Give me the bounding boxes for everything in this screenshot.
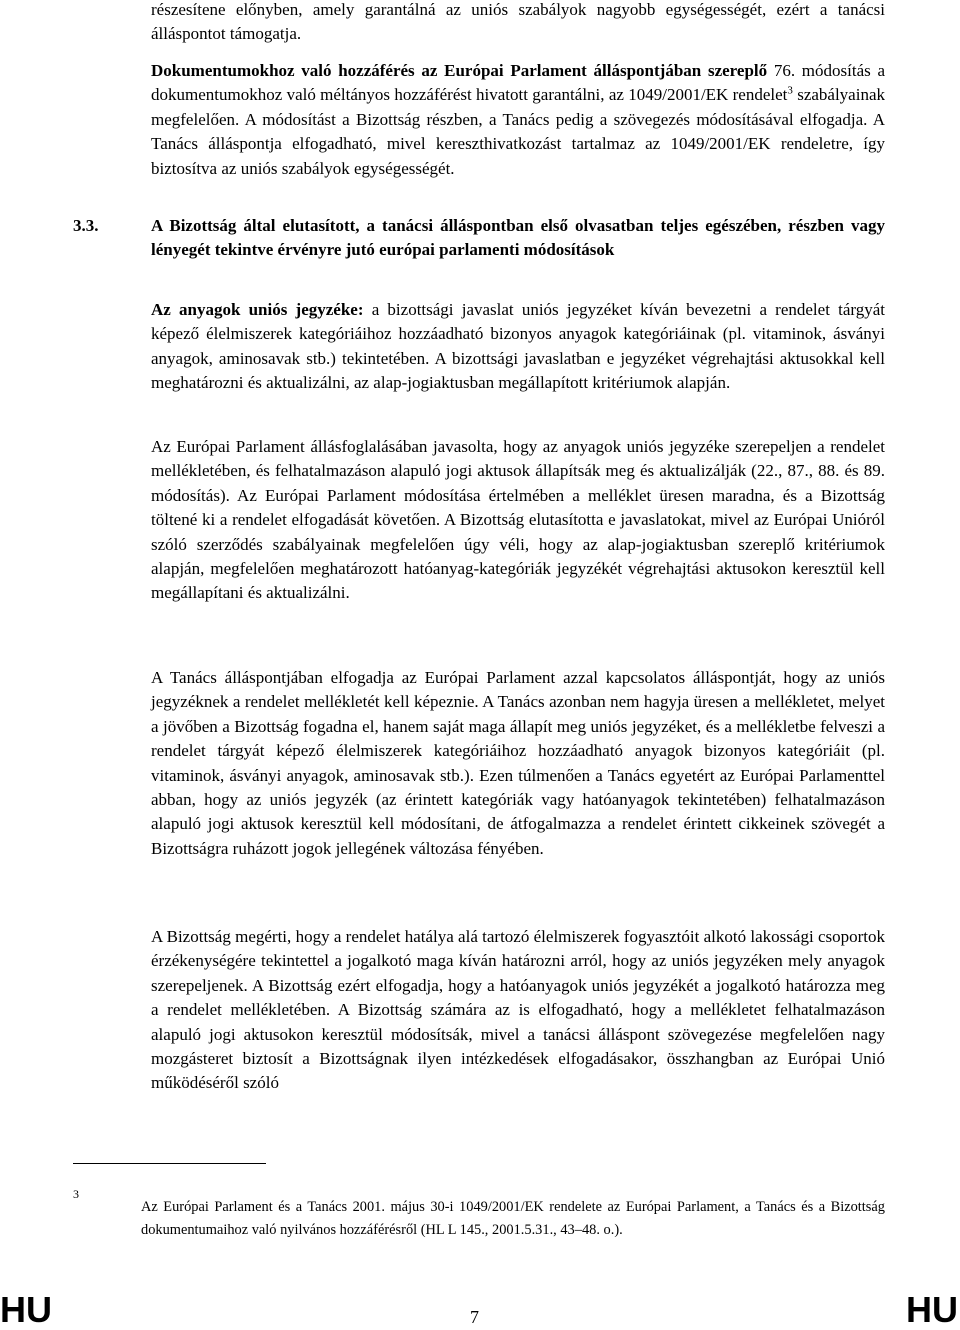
documents-access-text-1: 76. módosítás a dokumentumokhoz való méltányos hozzáférést hivatott garantálni, az 1049/2001/EK rendelet <box>151 61 886 105</box>
documents-access-text-2: szabályainak megfelelően. A módosítást a Bizottság részben, a Tanács pedig a szövegezés módosításával elfogadja. A Tanács álláspontja elfogadható, mivel kereszthivatkozást tartalmaz az 1049/2001/EK rendeletre, így biztosítva az uniós szabályok egységességét. <box>151 85 885 178</box>
parliament-text: Az Európai Parlament állásfoglalásában javasolta, hogy az anyagok uniós jegyzéke szerepeljen a rendelet mellékletében, és felhatalmazáson alapuló jogi aktusok állapítsák meg és aktualizálják (22., 87., 88. és 89. módosítás). Az Európai Parlament módosítása értelmében a melléklet üresen maradna, és a Bizottság töltené ki a rendelet elfogadását követően. A Bizottság elutasította e javaslatokat, mivel az Európai Unióról szóló szerződés szabályainak megfelelően úgy véli, hogy az alap-jogiaktusban szereplő kritériumok alapján, megfelelően meghatározott hatóanyag-kategóriák jegyzékét végrehajtási aktusokon keresztül kell megállapítani és aktualizálni. <box>151 437 885 603</box>
section-title: A Bizottság által elutasított, a tanácsi álláspontban első olvasatban teljes egészében, részben vagy lényegét tekintve érvényre jutó európai parlamenti módosítások <box>151 216 885 260</box>
council-text: A Tanács álláspontjában elfogadja az Európai Parlament azzal kapcsolatos álláspontját, hogy az uniós jegyzéknek a rendelet mellékletét kell képeznie. A Tanács azonban nem hagyja üresen a mellékletet, melyet a jövőben a Bizottság fogadna el, hanem saját maga állapít meg uniós jegyzéket, és a mellékletbe felveszi a rendelet tárgyát képező élelmiszerek kategóriáihoz hozzáadható anyagok bizonyos kategóriáit (pl. vitaminok, ásványi anyagok, aminosavak stb.). Ezen túlmenően a Tanács egyetért az Európai Parlamenttel abban, hogy az uniós jegyzék (az érintett kategóriák vagy hatóanyagok tekintetében) felhatalmazáson alapuló jogi aktusok keresztül kell módosítani, de átfogalmazza a rendelet érintett cikkeinek szövegét a Bizottságra ruházott jogok jellegének változása fényében. <box>151 668 885 858</box>
page-number: 7 <box>470 1307 479 1327</box>
section-number: 3.3. <box>73 216 99 235</box>
commission-text: A Bizottság megérti, hogy a rendelet hatálya alá tartozó élelmiszerek fogyasztóit alkotó lakossági csoportok érzékenységére tekintettel a jogalkotó maga kíván határozni arról, hogy az uniós jegyzéken mely anyagok szerepeljenek. A Bizottság ezért elfogadja, hogy a hatóanyagok uniós jegyzékét a jogalkotó határozza meg a rendelet mellékletében. A Bizottság számára az is elfogadható, hogy a mellékletet felhatalmazáson alapuló jogi aktusokon keresztül módosítsák, mivel a tanácsi álláspont szövegezése megfelelően nagy mozgásteret biztosít a Bizottságnak ilyen intézkedések elfogadásakor, összhangban az Európai Unió működéséről szóló <box>151 927 885 1093</box>
council-paragraph <box>151 666 885 861</box>
footer-language-right: HU <box>906 1289 958 1330</box>
union-list-lead: Az anyagok uniós jegyzéke: <box>151 300 364 319</box>
parliament-paragraph <box>151 435 885 606</box>
union-list-text: a bizottsági javaslat uniós jegyzéket kíván bevezetni a rendelet tárgyát képező élelmiszerek kategóriáihoz hozzáadható bizonyos anyagok kategóriáinak (pl. vitaminok, ásványi anyagok, aminosavak stb.) tekintetében. A bizottsági javaslatban e jegyzéket végrehajtási aktusokkal kell meghatározni és aktualizálni, az alap-jogiaktusban megállapított kritériumok alapján. <box>151 300 885 393</box>
footnote-separator <box>73 1163 266 1164</box>
documents-access-paragraph <box>151 59 885 181</box>
commission-paragraph <box>151 925 885 1096</box>
footnote-mark: 3 <box>73 1187 79 1201</box>
footnote-text: Az Európai Parlament és a Tanács 2001. május 30-i 1049/2001/EK rendelete az Európai Parlament, a Tanács és a Bizottság dokumentumaihoz való nyilvános hozzáférésről (HL L 145., 2001.5.31., 43–48. o.). <box>141 1199 885 1238</box>
footnote-reference[interactable]: 3 <box>787 84 793 97</box>
union-list-paragraph <box>151 298 885 396</box>
intro-text: részesítene előnyben, amely garantálná az uniós szabályok nagyobb egységességét, ezért a tanácsi álláspontot támogatja. <box>151 0 885 44</box>
footer-language-left: HU <box>0 1289 52 1330</box>
intro-paragraph <box>151 0 885 47</box>
documents-access-heading: Dokumentumokhoz való hozzáférés az Európai Parlament álláspontjában szereplő <box>151 61 768 80</box>
